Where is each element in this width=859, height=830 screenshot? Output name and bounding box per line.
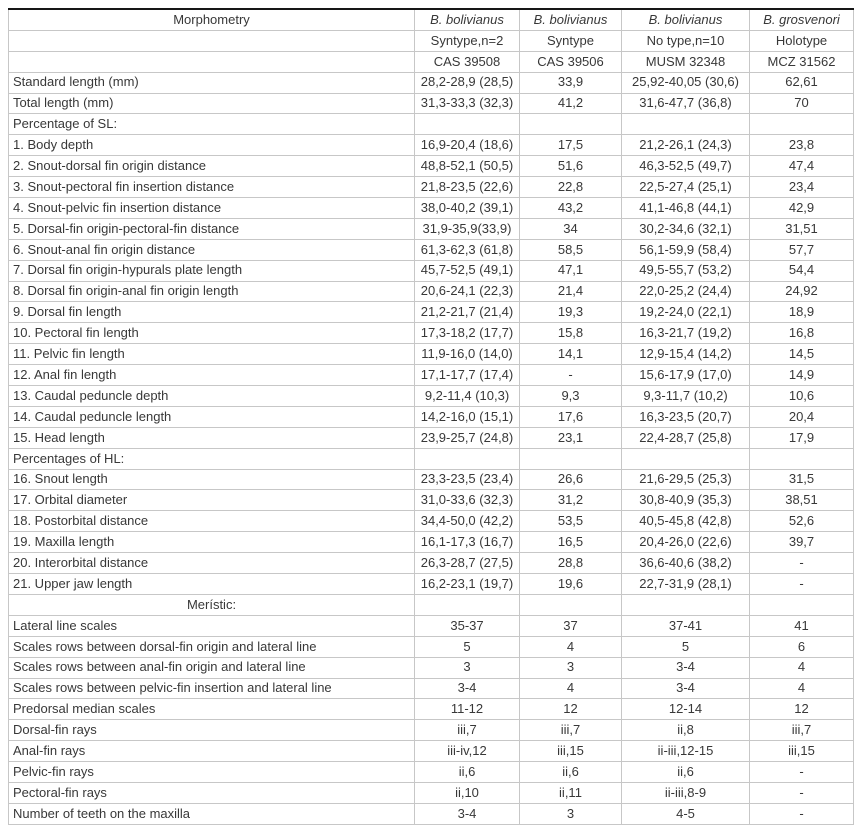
table-row <box>9 281 854 302</box>
row-value-3: ii-iii,12-15 <box>622 741 750 762</box>
row-value-4: 38,51 <box>750 490 854 511</box>
row-label: 17. Orbital diameter <box>9 490 415 511</box>
table-row <box>9 260 854 281</box>
row-value-2: 23,1 <box>520 427 622 448</box>
row-value-1: 48,8-52,1 (50,5) <box>415 156 520 177</box>
row-value-2: 4 <box>520 678 622 699</box>
section-row <box>9 448 854 469</box>
row-value-4: - <box>750 803 854 824</box>
row-value-4: 23,8 <box>750 135 854 156</box>
table-row <box>9 511 854 532</box>
table-row <box>9 365 854 386</box>
row-value-2: 22,8 <box>520 177 622 198</box>
table-row <box>9 762 854 783</box>
row-value-4: 20,4 <box>750 406 854 427</box>
row-value-3: 37-41 <box>622 615 750 636</box>
row-value-4: 14,5 <box>750 344 854 365</box>
row-label: 13. Caudal peduncle depth <box>9 386 415 407</box>
table-row <box>9 386 854 407</box>
row-value-3: ii,6 <box>622 762 750 783</box>
row-label: 7. Dorsal fin origin-hypurals plate length <box>9 260 415 281</box>
row-value-2: 37 <box>520 615 622 636</box>
row-label: 11. Pelvic fin length <box>9 344 415 365</box>
row-value-3 <box>622 448 750 469</box>
row-value-3: ii-iii,8-9 <box>622 782 750 803</box>
row-value-4: 18,9 <box>750 302 854 323</box>
header-species-1: B. bolivianus <box>415 9 520 30</box>
row-value-4: 6 <box>750 636 854 657</box>
row-value-4: 14,9 <box>750 365 854 386</box>
row-value-3: 16,3-23,5 (20,7) <box>622 406 750 427</box>
table-header <box>9 9 854 72</box>
row-value-1: 3-4 <box>415 678 520 699</box>
row-value-3: 19,2-24,0 (22,1) <box>622 302 750 323</box>
row-value-3 <box>622 114 750 135</box>
table-row <box>9 93 854 114</box>
row-value-1: 16,1-17,3 (16,7) <box>415 532 520 553</box>
row-value-4: - <box>750 762 854 783</box>
row-label: Number of teeth on the maxilla <box>9 803 415 824</box>
row-value-3: 9,3-11,7 (10,2) <box>622 386 750 407</box>
row-value-4: 54,4 <box>750 260 854 281</box>
table-row <box>9 344 854 365</box>
header-catalog-1: CAS 39508 <box>415 51 520 72</box>
header-catalog-2: CAS 39506 <box>520 51 622 72</box>
row-value-4: 23,4 <box>750 177 854 198</box>
row-value-2: 17,6 <box>520 406 622 427</box>
header-row-species <box>9 9 854 30</box>
row-label: Scales rows between pelvic-fin insertion and lateral line <box>9 678 415 699</box>
row-value-3: 20,4-26,0 (22,6) <box>622 532 750 553</box>
row-value-2: ii,6 <box>520 762 622 783</box>
row-value-4: - <box>750 782 854 803</box>
table-row <box>9 803 854 824</box>
row-label: Scales rows between anal-fin origin and lateral line <box>9 657 415 678</box>
row-label: Standard length (mm) <box>9 72 415 93</box>
row-value-1: 31,9-35,9(33,9) <box>415 218 520 239</box>
table-row <box>9 490 854 511</box>
row-value-1: 21,2-21,7 (21,4) <box>415 302 520 323</box>
row-label: 19. Maxilla length <box>9 532 415 553</box>
row-value-1: ii,10 <box>415 782 520 803</box>
row-value-3: 3-4 <box>622 657 750 678</box>
table-row <box>9 532 854 553</box>
header-row-type <box>9 30 854 51</box>
row-value-3: 12,9-15,4 (14,2) <box>622 344 750 365</box>
row-value-3: 41,1-46,8 (44,1) <box>622 198 750 219</box>
row-value-4 <box>750 448 854 469</box>
row-value-2: - <box>520 365 622 386</box>
row-value-4: iii,15 <box>750 741 854 762</box>
table-body <box>9 72 854 824</box>
row-value-1: 11-12 <box>415 699 520 720</box>
header-catalog-4: MCZ 31562 <box>750 51 854 72</box>
row-value-1: 26,3-28,7 (27,5) <box>415 553 520 574</box>
row-value-4: 39,7 <box>750 532 854 553</box>
row-value-4: 17,9 <box>750 427 854 448</box>
table-row <box>9 135 854 156</box>
row-value-1 <box>415 594 520 615</box>
row-value-3: 21,6-29,5 (25,3) <box>622 469 750 490</box>
row-value-1: 28,2-28,9 (28,5) <box>415 72 520 93</box>
row-value-3: ii,8 <box>622 720 750 741</box>
row-value-1: 17,1-17,7 (17,4) <box>415 365 520 386</box>
row-value-1: 23,3-23,5 (23,4) <box>415 469 520 490</box>
row-value-3: 22,7-31,9 (28,1) <box>622 574 750 595</box>
row-value-2: 19,3 <box>520 302 622 323</box>
table-row <box>9 72 854 93</box>
row-value-2: 19,6 <box>520 574 622 595</box>
row-value-3: 4-5 <box>622 803 750 824</box>
row-label: Lateral line scales <box>9 615 415 636</box>
row-value-2: 51,6 <box>520 156 622 177</box>
table-row <box>9 469 854 490</box>
table-row <box>9 741 854 762</box>
row-value-4: 42,9 <box>750 198 854 219</box>
row-value-3: 3-4 <box>622 678 750 699</box>
row-label: 9. Dorsal fin length <box>9 302 415 323</box>
row-label: 15. Head length <box>9 427 415 448</box>
row-value-4: 47,4 <box>750 156 854 177</box>
row-value-2 <box>520 114 622 135</box>
header-species-4: B. grosvenori <box>750 9 854 30</box>
row-value-3: 5 <box>622 636 750 657</box>
row-value-3: 40,5-45,8 (42,8) <box>622 511 750 532</box>
row-value-4: 12 <box>750 699 854 720</box>
row-label: 14. Caudal peduncle length <box>9 406 415 427</box>
row-value-2: 47,1 <box>520 260 622 281</box>
table-row <box>9 615 854 636</box>
row-value-3: 22,0-25,2 (24,4) <box>622 281 750 302</box>
header-type-1: Syntype,n=2 <box>415 30 520 51</box>
header-catalog-3: MUSM 32348 <box>622 51 750 72</box>
table-row <box>9 574 854 595</box>
row-value-4: - <box>750 553 854 574</box>
row-label: 1. Body depth <box>9 135 415 156</box>
row-value-2: 3 <box>520 657 622 678</box>
row-value-2: 53,5 <box>520 511 622 532</box>
row-value-4: 31,5 <box>750 469 854 490</box>
row-value-1: 5 <box>415 636 520 657</box>
morphometry-table <box>8 8 854 825</box>
row-label: Merístic: <box>9 594 415 615</box>
row-value-3: 22,5-27,4 (25,1) <box>622 177 750 198</box>
row-value-1: iii-iv,12 <box>415 741 520 762</box>
row-value-4: 57,7 <box>750 239 854 260</box>
table-row <box>9 657 854 678</box>
row-label: Dorsal-fin rays <box>9 720 415 741</box>
row-value-2: 15,8 <box>520 323 622 344</box>
row-value-2: 4 <box>520 636 622 657</box>
header-species-2: B. bolivianus <box>520 9 622 30</box>
row-value-4: 31,51 <box>750 218 854 239</box>
row-value-2: 31,2 <box>520 490 622 511</box>
row-value-1: 21,8-23,5 (22,6) <box>415 177 520 198</box>
row-value-2: 26,6 <box>520 469 622 490</box>
row-label: Predorsal median scales <box>9 699 415 720</box>
row-value-4: 4 <box>750 657 854 678</box>
table-row <box>9 302 854 323</box>
row-value-1: ii,6 <box>415 762 520 783</box>
row-value-1: 3-4 <box>415 803 520 824</box>
row-value-1: 35-37 <box>415 615 520 636</box>
row-value-3: 22,4-28,7 (25,8) <box>622 427 750 448</box>
row-value-2: 41,2 <box>520 93 622 114</box>
row-label: 20. Interorbital distance <box>9 553 415 574</box>
row-value-4: - <box>750 574 854 595</box>
row-value-4 <box>750 594 854 615</box>
row-value-4: 16,8 <box>750 323 854 344</box>
row-value-4: 24,92 <box>750 281 854 302</box>
row-value-4: 62,61 <box>750 72 854 93</box>
table-row <box>9 427 854 448</box>
row-label: 8. Dorsal fin origin-anal fin origin length <box>9 281 415 302</box>
row-value-1: 9,2-11,4 (10,3) <box>415 386 520 407</box>
row-label: 2. Snout-dorsal fin origin distance <box>9 156 415 177</box>
row-value-1: 14,2-16,0 (15,1) <box>415 406 520 427</box>
table-row <box>9 406 854 427</box>
row-value-2: 12 <box>520 699 622 720</box>
row-value-3: 16,3-21,7 (19,2) <box>622 323 750 344</box>
header-empty-cell <box>9 51 415 72</box>
row-value-4: 4 <box>750 678 854 699</box>
row-label: 5. Dorsal-fin origin-pectoral-fin distance <box>9 218 415 239</box>
row-label: Pectoral-fin rays <box>9 782 415 803</box>
section-row <box>9 114 854 135</box>
row-value-2: 16,5 <box>520 532 622 553</box>
row-label: 4. Snout-pelvic fin insertion distance <box>9 198 415 219</box>
row-label: Pelvic-fin rays <box>9 762 415 783</box>
header-type-3: No type,n=10 <box>622 30 750 51</box>
row-label: 3. Snout-pectoral fin insertion distance <box>9 177 415 198</box>
row-value-2: 9,3 <box>520 386 622 407</box>
row-value-2: 33,9 <box>520 72 622 93</box>
table-row <box>9 699 854 720</box>
row-value-2: iii,15 <box>520 741 622 762</box>
header-species-3: B. bolivianus <box>622 9 750 30</box>
row-value-3: 30,2-34,6 (32,1) <box>622 218 750 239</box>
row-label: 18. Postorbital distance <box>9 511 415 532</box>
row-value-1: 45,7-52,5 (49,1) <box>415 260 520 281</box>
row-value-2: 58,5 <box>520 239 622 260</box>
row-value-2: 21,4 <box>520 281 622 302</box>
row-label: 10. Pectoral fin length <box>9 323 415 344</box>
row-value-1: 31,0-33,6 (32,3) <box>415 490 520 511</box>
row-value-1: 3 <box>415 657 520 678</box>
row-value-1 <box>415 448 520 469</box>
header-morphometry: Morphometry <box>9 9 415 30</box>
section-row <box>9 594 854 615</box>
table-row <box>9 218 854 239</box>
row-value-1: 11,9-16,0 (14,0) <box>415 344 520 365</box>
row-value-1: 16,9-20,4 (18,6) <box>415 135 520 156</box>
table-row <box>9 239 854 260</box>
row-value-1: 61,3-62,3 (61,8) <box>415 239 520 260</box>
row-value-3: 49,5-55,7 (53,2) <box>622 260 750 281</box>
row-value-2: 14,1 <box>520 344 622 365</box>
table-row <box>9 177 854 198</box>
table-row <box>9 323 854 344</box>
row-value-1: 17,3-18,2 (17,7) <box>415 323 520 344</box>
row-label: 21. Upper jaw length <box>9 574 415 595</box>
row-label: 16. Snout length <box>9 469 415 490</box>
row-label: Percentages of HL: <box>9 448 415 469</box>
row-value-1: 38,0-40,2 (39,1) <box>415 198 520 219</box>
row-value-3: 21,2-26,1 (24,3) <box>622 135 750 156</box>
table-row <box>9 720 854 741</box>
row-value-3: 36,6-40,6 (38,2) <box>622 553 750 574</box>
row-value-1: 20,6-24,1 (22,3) <box>415 281 520 302</box>
header-type-4: Holotype <box>750 30 854 51</box>
table-row <box>9 198 854 219</box>
table-row <box>9 553 854 574</box>
row-value-3: 46,3-52,5 (49,7) <box>622 156 750 177</box>
header-empty-cell <box>9 30 415 51</box>
row-label: Percentage of SL: <box>9 114 415 135</box>
row-value-2: 34 <box>520 218 622 239</box>
row-value-1: 34,4-50,0 (42,2) <box>415 511 520 532</box>
row-value-2: 28,8 <box>520 553 622 574</box>
row-value-2: 17,5 <box>520 135 622 156</box>
row-value-1: 16,2-23,1 (19,7) <box>415 574 520 595</box>
row-value-4: iii,7 <box>750 720 854 741</box>
row-label: 12. Anal fin length <box>9 365 415 386</box>
row-value-3: 15,6-17,9 (17,0) <box>622 365 750 386</box>
row-value-3: 56,1-59,9 (58,4) <box>622 239 750 260</box>
row-label: Anal-fin rays <box>9 741 415 762</box>
row-value-2: 3 <box>520 803 622 824</box>
row-value-4: 70 <box>750 93 854 114</box>
row-value-3: 31,6-47,7 (36,8) <box>622 93 750 114</box>
row-value-1: iii,7 <box>415 720 520 741</box>
row-value-4 <box>750 114 854 135</box>
table-row <box>9 782 854 803</box>
row-label: Scales rows between dorsal-fin origin and lateral line <box>9 636 415 657</box>
row-value-3: 25,92-40,05 (30,6) <box>622 72 750 93</box>
row-value-4: 52,6 <box>750 511 854 532</box>
row-value-1: 31,3-33,3 (32,3) <box>415 93 520 114</box>
row-value-4: 10,6 <box>750 386 854 407</box>
row-value-3: 12-14 <box>622 699 750 720</box>
header-row-catalog <box>9 51 854 72</box>
row-value-3: 30,8-40,9 (35,3) <box>622 490 750 511</box>
row-value-4: 41 <box>750 615 854 636</box>
table-row <box>9 156 854 177</box>
row-value-1: 23,9-25,7 (24,8) <box>415 427 520 448</box>
row-value-2 <box>520 448 622 469</box>
row-label: Total length (mm) <box>9 93 415 114</box>
row-value-2: ii,11 <box>520 782 622 803</box>
row-value-1 <box>415 114 520 135</box>
header-type-2: Syntype <box>520 30 622 51</box>
row-value-3 <box>622 594 750 615</box>
table-row <box>9 678 854 699</box>
row-value-2: iii,7 <box>520 720 622 741</box>
row-value-2 <box>520 594 622 615</box>
row-value-2: 43,2 <box>520 198 622 219</box>
row-label: 6. Snout-anal fin origin distance <box>9 239 415 260</box>
table-row <box>9 636 854 657</box>
